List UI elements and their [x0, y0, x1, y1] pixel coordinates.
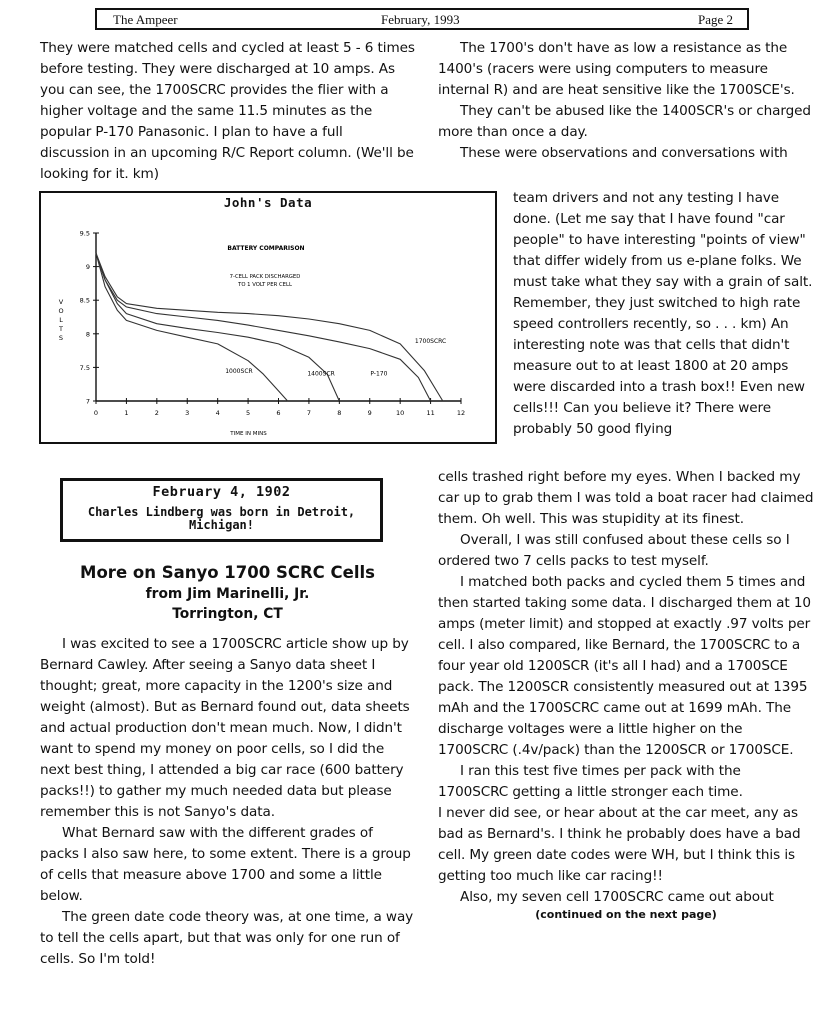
paragraph: I never did see, or hear about at the car meet, any as bad as Bernard's. I think he probably does have a bad cell. My green date codes were WH, but I think this is getting too much like car racing!! — [438, 805, 801, 884]
page-number: Page 2 — [697, 12, 733, 27]
paragraph: They were matched cells and cycled at least 5 - 6 times before testing. They were discharged at 10 amps. As you can see, the 1700SCRC provides the flier with a higher voltage and the same 11.5 minutes as the popular P-170 Panasonic. I plan to have a full discussion in an upcoming R/C Report column. (We'll be looking for it. km) — [40, 40, 415, 182]
right-column-top — [438, 38, 814, 164]
y-tick-label: 8.5 — [79, 296, 90, 305]
left-column-top — [40, 38, 415, 185]
y-tick-label: 7.5 — [79, 363, 90, 372]
paragraph: These were observations and conversations with — [460, 145, 788, 161]
series-line-1400scr — [96, 253, 339, 401]
x-tick-label: 2 — [154, 409, 159, 417]
article-byline: from Jim Marinelli, Jr. — [145, 586, 310, 602]
chart-subtitle: TO 1 VOLT PER CELL — [238, 282, 292, 288]
x-tick-label: 5 — [246, 409, 251, 417]
paragraph: I ran this test five times per pack with the 1700SCRC getting a little stronger each time. — [438, 763, 743, 800]
series-label: 1000SCR — [225, 367, 253, 375]
birthday-notice — [60, 478, 383, 542]
y-tick-label: 9.5 — [79, 229, 90, 238]
paragraph: The green date code theory was, at one time, a way to tell the cells apart, but that was only for one run of cells. So I'm told! — [40, 909, 414, 967]
chart-title: BATTERY COMPARISON — [227, 245, 305, 252]
article-title: More on Sanyo 1700 SCRC Cells — [80, 563, 375, 582]
y-axis-label-letter: O — [58, 307, 64, 315]
x-tick-label: 10 — [396, 409, 405, 417]
page-header — [95, 8, 749, 30]
y-axis-label-letter: V — [58, 298, 64, 306]
x-tick-label: 7 — [306, 409, 311, 417]
y-axis-label-letter: S — [58, 334, 64, 342]
y-tick-label: 9 — [85, 263, 90, 272]
battery-comparison-chart — [41, 193, 495, 442]
paragraph: What Bernard saw with the different grades of packs I also saw here, to some extent. There is a group of cells that measure above 1700 and some a little below. — [40, 825, 411, 904]
x-tick-label: 8 — [337, 409, 342, 417]
series-label: 1400SCR — [307, 370, 335, 378]
x-tick-label: 12 — [456, 409, 466, 417]
x-tick-label: 3 — [185, 409, 190, 417]
x-tick-label: 9 — [367, 409, 372, 417]
x-tick-label: 4 — [215, 409, 220, 417]
right-column-wrap — [513, 188, 815, 440]
x-tick-label: 1 — [124, 409, 129, 417]
right-column-bottom — [438, 467, 814, 933]
continued-note: (continued on the next page) — [535, 908, 717, 921]
chart-panel-title: John's Data — [223, 195, 313, 210]
x-tick-label: 11 — [426, 409, 435, 417]
paragraph: Overall, I was still confused about these cells so I ordered two 7 cells packs to test myself. — [438, 532, 790, 569]
series-label: P-170 — [370, 370, 388, 378]
x-tick-label: 6 — [276, 409, 281, 417]
battery-chart-panel — [39, 191, 497, 444]
notice-text: Charles Lindberg was born in Detroit, Michigan! — [87, 505, 356, 532]
paragraph: I was excited to see a 1700SCRC article show up by Bernard Cawley. After seeing a Sanyo data sheet I thought; great, more capacity in the 1200's size and weight (almost). But as Bernard found out, data sheets and actual production don't mean much. Now, I didn't want to spend my money on poor cells, so I did the next best thing, I attended a big car race (600 battery packs!!) to gather my much needed data but please remember this is not Sanyo's data. — [40, 636, 410, 820]
issue-date: February, 1993 — [381, 12, 460, 27]
series-label: 1700SCRC — [414, 338, 447, 346]
article-location: Torrington, CT — [172, 606, 283, 622]
x-axis-label: TIME IN MINS — [230, 431, 267, 437]
paragraph: I matched both packs and cycled them 5 times and then started taking some data. I discharged them at 10 amps (meter limit) and stopped at exactly .97 volts per cell. I also compared, like Bernard, the 1700SCRC to a four year old 1200SCR (it's all I had) and a 1700SCE pack. The 1200SCR consistently measured out at 1395 mAh and the 1700SCRC came out at 1699 mAh. The discharge voltages were a little higher on the 1700SCRC (.4v/pack) than the 1200SCR or 1700SCE. — [438, 574, 811, 758]
paragraph: cells trashed right before my eyes. When I backed my car up to grab them I was told a boat racer had claimed them. Oh well. This was stupidity at its finest. — [438, 469, 814, 527]
paragraph: The 1700's don't have as low a resistance as the 1400's (racers were using computers to measure internal R) and are heat sensitive like the 1700SCE's. — [438, 40, 795, 98]
y-axis-label-letter: T — [59, 325, 63, 333]
publication-name: The Ampeer — [113, 12, 178, 27]
notice-date: February 4, 1902 — [152, 484, 291, 500]
paragraph: Also, my seven cell 1700SCRC came out about — [460, 889, 774, 905]
y-tick-label: 7 — [85, 397, 90, 406]
paragraph: They can't be abused like the 1400SCR's or charged more than once a day. — [438, 103, 811, 140]
x-tick-label: 0 — [93, 409, 99, 417]
chart-subtitle: 7-CELL PACK DISCHARGED — [229, 274, 301, 280]
article-header — [40, 562, 415, 624]
paragraph: team drivers and not any testing I have done. (Let me say that I have found "car people" to have interesting "points of view" that differ widely from us e-plane folks. We must take what they say with a grain of salt. Remember, they just switched to high rate speed controllers recently, so . . . km) An interesting note was that cells that didn't measure out to at least 1800 at 20 amps were discarded into a trash box!! Even new cells!!! Can you believe it? There were probably 50 good flying — [513, 190, 813, 437]
y-tick-label: 8 — [85, 330, 90, 339]
article-body — [40, 634, 415, 970]
y-axis-label-letter: L — [59, 316, 63, 324]
